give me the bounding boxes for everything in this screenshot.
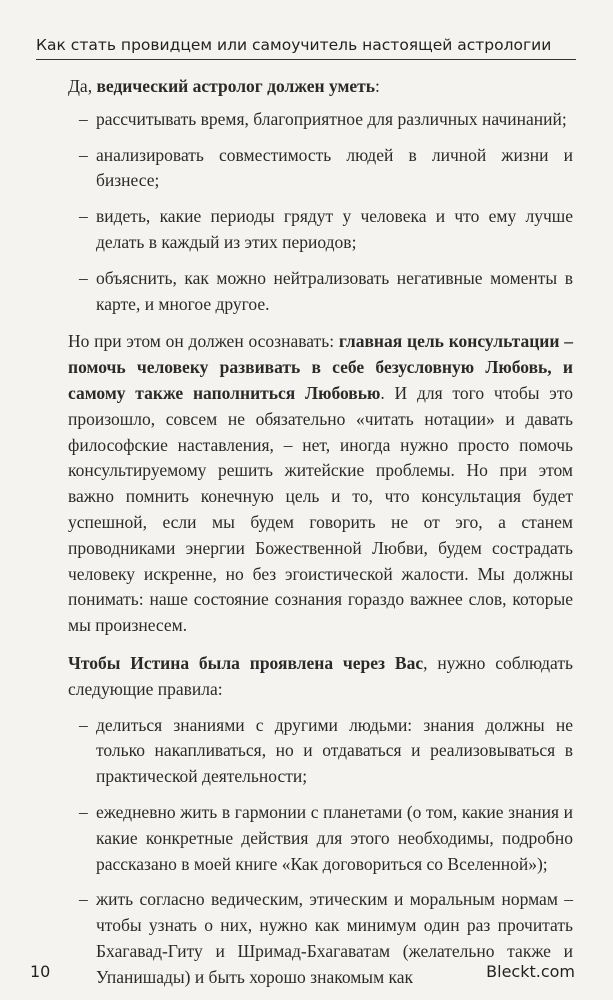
skills-list — [68, 107, 573, 318]
intro-paragraph — [68, 74, 573, 100]
rules-intro-paragraph — [68, 651, 573, 703]
header-rule — [36, 59, 576, 60]
list-item: – видеть, какие периоды грядут у человека и что ему лучше делать в каждый из этих периодов; — [68, 204, 573, 256]
intro-prefix: Да, — [68, 76, 97, 96]
list-item: – анализировать совместимость людей в личной жизни и бизнесе; — [68, 143, 573, 195]
intro-suffix: : — [375, 76, 380, 96]
list-item: – рассчитывать время, благоприятное для различных начинаний; — [68, 107, 573, 133]
list-item: – ежедневно жить в гармонии с планетами (о том, какие знания и какие конкретные действия для этого необходимы, подробно рассказано в моей книге «Как договориться со Вселенной»); — [68, 800, 573, 877]
consultation-paragraph — [68, 329, 573, 639]
para3-rest: , нужно соблюдать следующие правила: — [68, 652, 573, 699]
footer-site: Bleckt.com — [486, 962, 575, 981]
para2-rest: . И для того чтобы это произошло, совсем не обязательно «читать нотации» и давать философские наставления, – нет, иногда нужно просто помочь консультируемому решить житейские проблемы. Но при этом важно помнить конечную цель и то, что консультация будет успешной, если мы будем говорить не от эго, а станем проводниками энергии Божественной Любви, будем сострадать человеку искренне, но без эгоистической жалости. Мы должны понимать: наше состояние сознания гораздо важнее слов, которые мы произнесем. — [68, 382, 573, 636]
para3-bold: Чтобы Истина была проявлена через Вас — [68, 652, 424, 673]
intro-bold: ведический астролог должен уметь — [96, 76, 376, 96]
page-body — [68, 74, 573, 991]
list-item: – объяснить, как можно нейтрализовать негативные моменты в карте, и многое другое. — [68, 266, 573, 318]
running-header: Как стать провидцем или самоучитель настоящей астрологии — [36, 36, 552, 54]
list-item: – делиться знаниями с другими людьми: знания должны не только накапливаться, но и отдаваться и реализовываться в практической деятельности; — [68, 713, 573, 790]
page-number: 10 — [30, 962, 51, 981]
list-item: – жить согласно ведическим, этическим и моральным нормам – чтобы узнать о них, нужно как минимум один раз прочитать Бхагавад-Гиту и Шримад-Бхагаватам (желательно также и Упанишады) и быть хорошо знакомым как — [68, 887, 573, 990]
rules-list — [68, 713, 573, 991]
para2-start: Но при этом он должен осознавать: — [68, 331, 339, 352]
para2-bold: главная цель консультации – помочь человеку развивать в себе безусловную Любовь, и самому также наполниться Любовью — [68, 331, 573, 403]
